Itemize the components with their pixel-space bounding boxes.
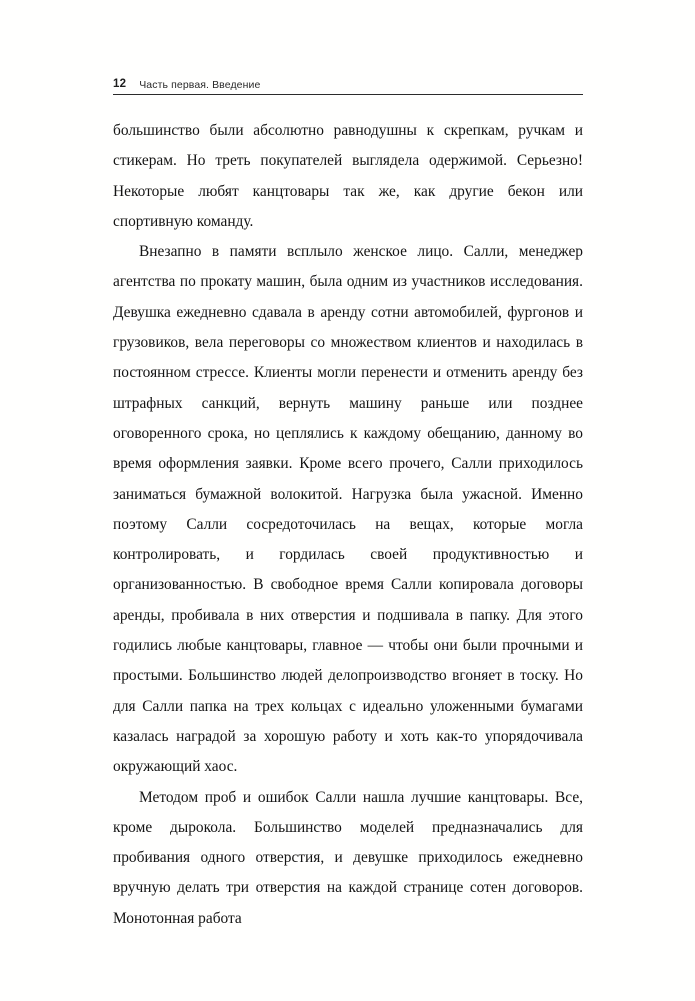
- page-header: [113, 68, 583, 90]
- paragraph: Методом проб и ошибок Салли нашла лучшие канцтовары. Все, кроме дырокола. Большинство моделей предназначались для пробивания одного отверстия, и девушке приходилось ежедневно вручную делать три отверстия на каждой странице сотен договоров. Монотонная работа: [113, 788, 583, 927]
- page-number: 12: [113, 77, 127, 90]
- body-text: [113, 116, 583, 934]
- header-divider: [113, 94, 583, 95]
- paragraph: Внезапно в памяти всплыло женское лицо. Салли, менеджер агентства по прокату машин, была одним из участников исследования. Девушка ежедневно сдавала в аренду сотни автомобилей, фургонов и грузовиков, вела переговоры со множеством клиентов и находилась в постоянном стрессе. Клиенты могли перенести и отменить аренду без штрафных санкций, вернуть машину раньше или позднее оговоренного срока, но цеплялись к каждому обещанию, данному во время оформления заявки. Кроме всего прочего, Салли приходилось заниматься бумажной волокитой. Нагрузка была ужасной. Именно поэтому Салли сосредоточилась на вещах, которые могла контролировать, и гордилась своей продуктивностью и организованностью. В свободное время Салли копировала договоры аренды, пробивала в них отверстия и подшивала в папку. Для этого годились любые канцтовары, главное — чтобы они были прочными и простыми. Большинство людей делопроизводство вгоняет в тоску. Но для Салли папка на трех кольцах с идеально уложенными бумагами казалась наградой за хорошую работу и хоть как-то упорядочивала окружающий хаос.: [113, 243, 583, 776]
- running-title: Часть первая. Введение: [139, 78, 261, 91]
- paragraph: большинство были абсолютно равнодушны к скрепкам, ручкам и стикерам. Но треть покупателей выглядела одержимой. Серьезно! Некоторые любят канцтовары так же, как другие бекон или спортивную команду.: [113, 122, 583, 230]
